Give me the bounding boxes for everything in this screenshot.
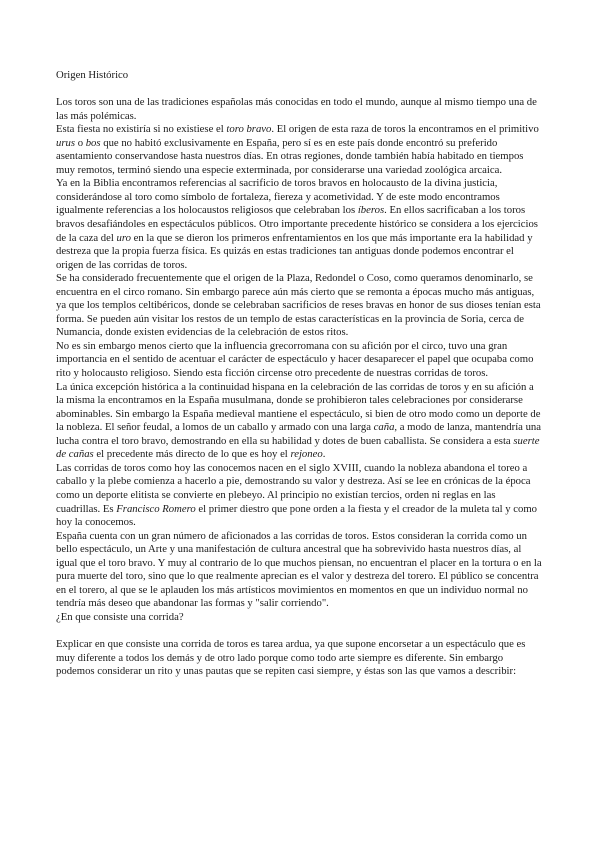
document-page: [56, 69, 542, 679]
blank-line: [56, 624, 542, 638]
paragraph-explicar: [56, 638, 542, 679]
text-run: Esta fiesta no existiría si no existiese el: [56, 123, 227, 136]
italic-term: Francisco Romero: [116, 502, 196, 515]
text-run: . El origen de esta raza de toros la encontramos en el primitivo: [271, 123, 539, 136]
paragraph-intro: [56, 96, 542, 123]
text-run: Las corridas de toros como hoy las conocemos nacen en el siglo XVIII, cuando la nobleza abandona el toreo a caballo y la plebe comienza a hacerlo a pie, demostrando su valor y destreza. Así se lee en crónicas de la época como un deporte elitista se convierte en plebeyo. Al principio no existían tercios, orden ni reglas en las cuadrillas. Es: [56, 461, 531, 515]
italic-term: toro bravo: [226, 123, 272, 136]
text-run: o: [75, 136, 86, 149]
text-run: .: [322, 448, 326, 461]
italic-term: rejoneo: [290, 448, 323, 461]
text-run: Ya en la Biblia encontramos referencias al sacrificio de toros bravos en holocausto de la divina justicia, considerándose al toro como símbolo de fortaleza, fiereza y acometividad. Y de este modo encontramos igualmente referencias a los holocaustos religiosos que celebraban los: [56, 177, 500, 217]
italic-term: urus: [56, 136, 76, 149]
italic-term: suerte de cañas: [56, 434, 540, 461]
paragraph-siglo-xviii: [56, 462, 542, 530]
text-run: España cuenta con un gran número de aficionados a las corridas de toros. Estos consideran la corrida como un bello espectáculo, un Arte y una manifestación de cultura ancestral que ha sobrevivido hasta nuestros días, al igual que el toro bravo. Y muy al contrario de lo que muchos piensan, no encuentran el placer en la tortura o en la pura muerte del toro, sino que lo que realmente aprecian es el valor y destreza del torero. El público se concentra en el torero, al que se le aplauden los más artísticos movimientos en momentos en que un individuo normal no tendría más deseo que abandonar las formas y "salir corriendo".: [56, 529, 542, 610]
text-run: en la que se dieron los primeros enfrentamientos en los que más importante era la habilidad y destreza que la propia fuerza física. Es quizás en estas tradiciones tan antiguas donde podemos encontrar el origen de las corridas de toros.: [56, 231, 533, 271]
paragraph-grecorromana: [56, 340, 542, 381]
text-run: , a modo de lanza, mantendría una lucha contra el toro bravo, demostrando en ella su habilidad y dotes de buen caballista. Se considera a esta: [56, 421, 542, 447]
text-run: que no habitó exclusivamente en España, pero sí es en este país donde encontró su preferido asentamiento conservandose hasta nuestros días. En otras regiones, donde también había habitado en tiempos muy remotos, terminó siendo una especie exterminada, por considerarse una variedad zoológica arcaica.: [56, 136, 524, 176]
blank-line: [56, 83, 542, 97]
text-run: . En ellos sacrificaban a los toros bravos desafiándoles en espectáculos públicos. Otro importante precedente histórico se considera a los ejercicios de la caza del: [56, 204, 538, 244]
paragraph-biblia: [56, 177, 542, 272]
italic-term: íberos: [357, 204, 385, 217]
section-question: [56, 611, 542, 625]
text-run: el primer diestro que pone orden a la fiesta y el creador de la muleta tal y como hoy la conocemos.: [56, 502, 537, 529]
text-run: La única excepción histórica a la continuidad hispana en la celebración de las corridas de toros y en su afición a la misma la encontramos en la España musulmana, donde se prohibieron tales celebraciones por considerarse abominables. Sin embargo la España medieval mantiene el espectáculo, si bien de otro modo como un deporte de la nobleza. El señor feudal, a lomos de un caballo y armado con una larga: [56, 380, 541, 434]
italic-term: uro: [116, 231, 131, 244]
text-run: ¿En que consiste una corrida?: [56, 610, 184, 623]
paragraph-plaza: [56, 272, 542, 340]
paragraph-excepcion: [56, 381, 542, 462]
italic-term: bos: [85, 136, 101, 149]
paragraph-toro-bravo: [56, 123, 542, 177]
text-run: Explicar en que consiste una corrida de toros es tarea ardua, ya que supone encorsetar a un espectáculo que es muy diferente a todos los demás y de otro lado porque como todo arte siempre es diferente. Sin embargo podemos considerar un rito y unas pautas que se repiten casi siempre, y éstas son las que vamos a describir:: [56, 637, 526, 678]
text-run: Se ha considerado frecuentemente que el origen de la Plaza, Redondel o Coso, como queramos denominarlo, se encuentra en el circo romano. Sin embargo parece aún más cierto que se remonta a épocas mucho más antiguas, ya que los templos celtibéricos, donde se celebraban sacrificios de reses bravas en honor de sus dioses tenían esta forma. Se pueden aún visitar los restos de un templo de estas características en la provincia de Soria, cerca de Numancia, donde existen evidencias de la celebración de estos ritos.: [56, 272, 541, 339]
paragraph-aficionados: [56, 530, 542, 611]
document-title: Origen Histórico: [56, 69, 129, 81]
italic-term: caña: [373, 421, 395, 434]
text-run: Los toros son una de las tradiciones españolas más conocidas en todo el mundo, aunque al mismo tiempo una de las más polémicas.: [56, 96, 537, 122]
text-run: el precedente más directo de lo que es hoy el: [93, 448, 291, 461]
text-run: No es sin embargo menos cierto que la influencia grecorromana con su afición por el circo, tuvo una gran importancia en el sentido de acentuar el carácter de espectáculo y hacer desaparecer el papel que ocupaba como rito y holocausto religioso. Siendo esta ficción circense otro precedente de nuestras corridas de toros.: [56, 339, 534, 380]
